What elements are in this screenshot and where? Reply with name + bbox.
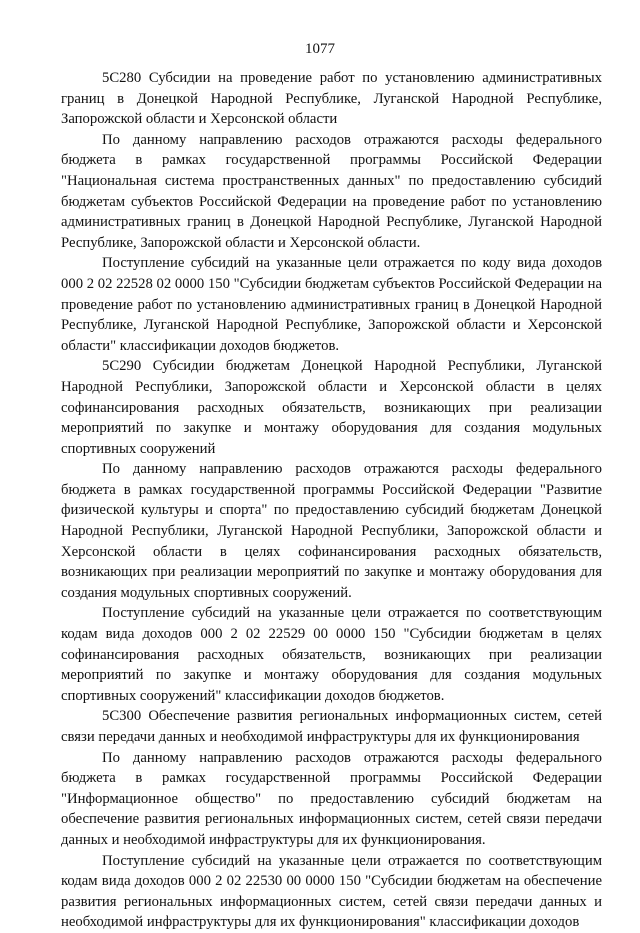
paragraph-5c280-heading: 5С280 Субсидии на проведение работ по установлению административных границ в Донецкой Народной Республике, Луганской Народной Республике, Запорожской области и Херсонской области <box>61 70 602 128</box>
paragraph-5c290-income-code: Поступление субсидий на указанные цели отражается по соответствующим кодам вида доходов 000 2 02 22529 00 0000 150 "Субсидии бюджетам в целях софинансирования расходных обязательств, возникающих при реализации мероприятий по закупке и монтажу оборудования для создания модульных спортивных сооружений" классификации доходов бюджетов. <box>61 605 602 704</box>
paragraph-5c290-description: По данному направлению расходов отражаются расходы федерального бюджета в рамках государственной программы Российской Федерации "Развитие физической культуры и спорта" по предоставлению субсидий бюджетам Донецкой Народной Республики, Луганской Народной Республики, Запорожской области и Херсонской области в целях софинансирования расходных обязательств, возникающих при реализации мероприятий по закупке и монтажу оборудования для создания модульных спортивных сооружений. <box>61 461 602 601</box>
paragraph-5c300-income-code: Поступление субсидий на указанные цели отражается по соответствующим кодам вида доходов 000 2 02 22530 00 0000 150 "Субсидии бюджетам на обеспечение развития региональных информационных систем, сетей связи передачи данных и необходимой инфраструктуры для их функционирования" классификации доходов <box>61 852 602 931</box>
paragraph-5c300-description: По данному направлению расходов отражаются расходы федерального бюджета в рамках государственной программы Российской Федерации "Информационное общество" по предоставлению субсидий бюджетам на обеспечение развития региональных информационных систем, сетей связи передачи данных и необходимой инфраструктуры для их функционирования. <box>61 749 602 848</box>
document-body <box>61 68 602 933</box>
page-number: 1077 <box>305 41 335 57</box>
paragraph-5c300-heading: 5С300 Обеспечение развития региональных информационных систем, сетей связи передачи данных и необходимой инфраструктуры для их функционирования <box>61 708 602 745</box>
paragraph-5c280-description: По данному направлению расходов отражаются расходы федерального бюджета в рамках государственной программы Российской Федерации "Национальная система пространственных данных" по предоставлению субсидий бюджетам субъектов Российской Федерации на проведение работ по установлению административных границ в Донецкой Народной Республике, Луганской Народной Республике, Запорожской области и Херсонской области. <box>61 131 602 251</box>
paragraph-5c280-income-code: Поступление субсидий на указанные цели отражается по коду вида доходов 000 2 02 22528 02 0000 150 "Субсидии бюджетам субъектов Российской Федерации на проведение работ по установлению административных границ в Донецкой Народной Республике, Луганской Народной Республике, Запорожской области и Херсонской области" классификации доходов бюджетов. <box>61 255 602 354</box>
paragraph-5c290-heading: 5С290 Субсидии бюджетам Донецкой Народной Республики, Луганской Народной Республики, Запорожской области и Херсонской области в целях софинансирования расходных обязательств, возникающих при реализации мероприятий по закупке и монтажу оборудования для создания модульных спортивных сооружений <box>61 358 602 457</box>
